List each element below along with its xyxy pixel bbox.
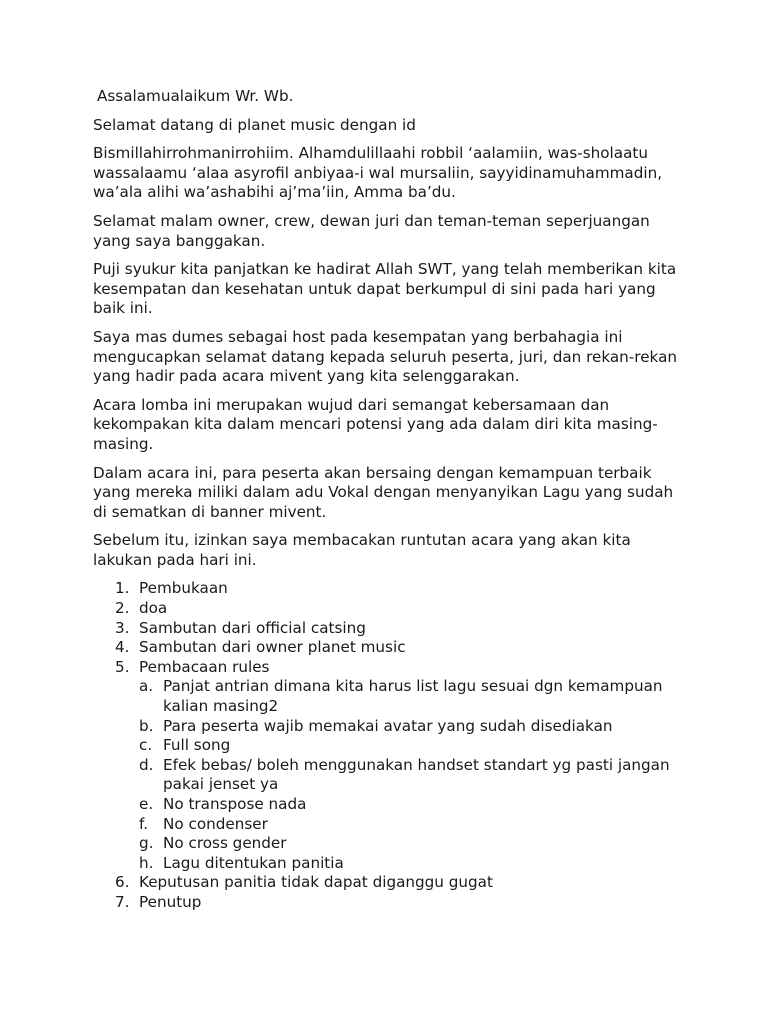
agenda-item-number: 3.	[115, 618, 130, 637]
rule-item-letter: b.	[139, 716, 154, 735]
rule-item	[139, 815, 683, 835]
agenda-item	[93, 873, 683, 893]
rules-list	[139, 677, 683, 873]
rule-item	[139, 834, 683, 854]
rule-item	[139, 854, 683, 874]
gratitude-paragraph: Puji syukur kita panjatkan ke hadirat Allah SWT, yang telah memberikan kita kesempatan dan kesehatan untuk dapat berkumpul di sini pada hari yang baik ini.	[93, 260, 677, 318]
agenda-item-text: Sambutan dari owner planet music	[139, 638, 406, 657]
greeting-paragraph: Assalamualaikum Wr. Wb.	[97, 87, 294, 105]
rule-item-letter: d.	[139, 755, 154, 774]
rule-item	[139, 677, 683, 716]
welcome-paragraph: Selamat datang di planet music dengan id	[93, 115, 416, 134]
rule-item	[139, 736, 683, 756]
agenda-item-text: Penutup	[139, 892, 202, 911]
rule-item-text: Lagu ditentukan panitia	[163, 853, 344, 872]
rule-item	[139, 756, 683, 795]
audience-greeting-paragraph: Selamat malam owner, crew, dewan juri dan teman-teman seperjuangan yang saya banggakan.	[93, 211, 650, 250]
agenda-item-number: 4.	[115, 638, 130, 657]
rule-item-letter: a.	[139, 677, 154, 696]
agenda-item	[93, 638, 683, 658]
rule-item-text: No cross gender	[163, 834, 287, 853]
rule-item-letter: g.	[139, 834, 154, 853]
agenda-item	[93, 658, 683, 874]
event-purpose-paragraph: Acara lomba ini merupakan wujud dari semangat kebersamaan dan kekompakan kita dalam mencari potensi yang ada dalam diri kita masing-masing.	[93, 395, 658, 453]
rule-item	[139, 795, 683, 815]
agenda-item-number: 7.	[115, 892, 130, 911]
rule-item-text: Efek bebas/ boleh menggunakan handset standart yg pasti jangan pakai jenset ya	[163, 755, 670, 794]
rule-item-text: Full song	[163, 736, 231, 755]
agenda-item-number: 5.	[115, 657, 130, 676]
document-page	[93, 87, 683, 913]
agenda-item-text: Sambutan dari official catsing	[139, 618, 366, 637]
rule-item	[139, 717, 683, 737]
rule-item-letter: e.	[139, 795, 154, 813]
rule-item-text: No condenser	[163, 814, 268, 833]
agenda-intro-paragraph: Sebelum itu, izinkan saya membacakan runtutan acara yang akan kita lakukan pada hari ini.	[93, 531, 631, 569]
agenda-item	[93, 893, 683, 913]
agenda-item-text: Pembukaan	[139, 579, 228, 598]
agenda-item-number: 2.	[115, 599, 130, 618]
rule-item-letter: h.	[139, 853, 154, 872]
agenda-item	[93, 599, 683, 619]
host-intro-paragraph: Saya mas dumes sebagai host pada kesempatan yang berbahagia ini mengucapkan selamat datang kepada seluruh peserta, juri, dan rekan-rekan yang hadir pada acara mivent yang kita selenggarakan.	[93, 327, 678, 386]
agenda-list	[93, 579, 683, 912]
agenda-item	[93, 579, 683, 599]
rule-item-text: Para peserta wajib memakai avatar yang sudah disediakan	[163, 716, 613, 735]
agenda-item-text: Pembacaan rules	[139, 657, 270, 676]
competition-paragraph: Dalam acara ini, para peserta akan bersaing dengan kemampuan terbaik yang mereka miliki dalam adu Vokal dengan menyanyikan Lagu yang sudah di sematkan di banner mivent.	[93, 463, 674, 521]
rule-item-letter: f.	[139, 814, 149, 833]
agenda-item	[93, 619, 683, 639]
opening-prayer-paragraph: Bismillahirrohmanirrohiim. Alhamdulillaahi robbil ‘aalamiin, was-sholaatu wassalaamu ‘alaa asyrofil anbiyaa-i wal mursaliin, sayyidinamuhammadin, wa’ala alihi wa’ashabihi aj’ma’iin, Amma ba’du.	[93, 144, 663, 202]
agenda-item-text: doa	[139, 599, 168, 618]
rule-item-letter: c.	[139, 736, 153, 755]
rule-item-text: Panjat antrian dimana kita harus list lagu sesuai dgn kemampuan kalian masing2	[163, 677, 663, 716]
agenda-item-number: 1.	[115, 579, 130, 598]
agenda-item-number: 6.	[115, 873, 130, 892]
rule-item-text: No transpose nada	[163, 795, 307, 813]
agenda-item-text: Keputusan panitia tidak dapat diganggu gugat	[139, 873, 493, 892]
